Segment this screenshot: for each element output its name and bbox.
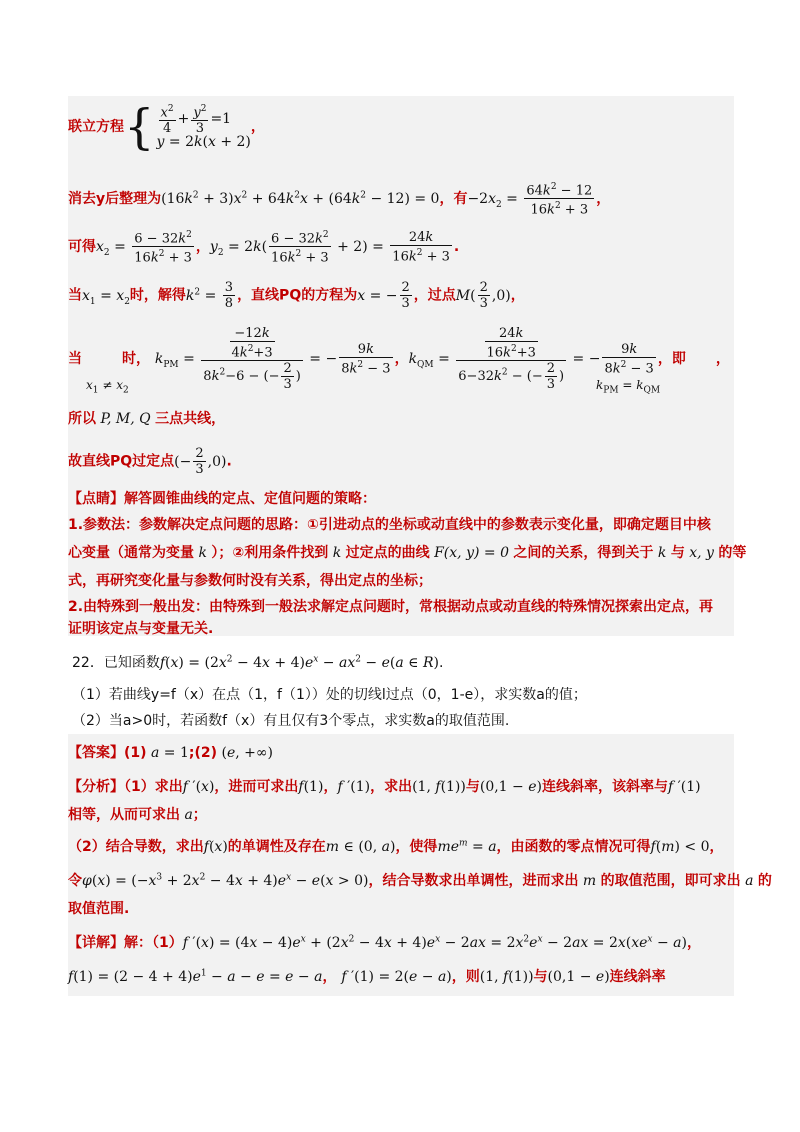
detail-line1: 【详解】解：（1）f $'(x) = (4x - 4)e^x + (2x^2 - 4x + 4)e^x - 2ax = 2x^2e^x - 2ax = 2x(xe^x - a)$， — [68, 934, 701, 951]
analysis-line1: 【分析】（1）求出f ′(x)，进而可求出f(1)，f ′(1)，求出(1, f(1))与(0,1 − e)连线斜率，该斜率与f ′(1) — [68, 779, 701, 795]
comment-l2: 心变量（通常为变量 k ）；②利用条件找到 k 过定点的曲线 F(x, y) = 0 之间的关系，得到关于 k 与 x, y 的等 — [68, 545, 747, 561]
kpm-eq-kqm: $k_{PM} = k_{QM}$ — [596, 378, 661, 396]
analysis-line5: 取值范围. — [68, 901, 130, 917]
comment-l5: 证明该定点与变量无关. — [68, 621, 214, 637]
analysis-line3: （2）结合导数，求出f(x)的单调性及存在m ∈ (0, a)，使得$me^m = a$，由函数的零点情况可得f(m) < 0， — [68, 838, 724, 855]
problem-22-title: 22．已知函数$f(x) = (2x^2 - 4x + 4)e^x - ax^2 - e(a$ ∈ R). — [72, 654, 444, 671]
answer-block — [68, 734, 772, 996]
collinear-line: 所以 P, M, Q 三点共线， — [68, 411, 226, 427]
system-line: 联立方程{ $\frac{x^2}{4}$ + $\frac{y^2}{3}$ =1 y = 2k(x + 2) ， — [68, 99, 265, 155]
system-label: 联立方程 — [68, 119, 124, 135]
analysis-line2: 相等，从而可求出 a； — [68, 807, 207, 823]
answer-line: 【答案】(1) a = 1;(2) (e, +∞) — [68, 745, 274, 761]
analysis-line4: 令$\varphi(x) = (-x^3 + 2x^2 - 4x + 4)e^x - e(x > 0)$，结合导数求出单调性，进而求出 m 的取值范围，即可求出 a 的 — [68, 872, 772, 889]
problem-22-q1: （1）若曲线y=f（x）在点（1，f（1））处的切线l过点（0，1-e），求实数a的值； — [72, 687, 587, 703]
comment-title: 【点睛】解答圆锥曲线的定点、定值问题的策略： — [68, 491, 376, 507]
solution-block — [68, 96, 747, 637]
detail-line2: $f(1) = (2 - 4 + 4)e^1 - a - e = e - a$， f ′(1) = 2(e − a)，则(1, f(1))与(0,1 − e)连线斜率 — [68, 968, 666, 985]
eliminate-line: 消去y后整理为$(16k^2 + 3)x^2 + 64k^2x + (64k^2 - 12) = 0$，有$-2x_2$ = $\frac{64k^2 - 12}{16k^2 + 3}$ ， — [68, 182, 611, 218]
comment-l3: 式，再研究变化量与参数何时没有关系，得出定点的坐标； — [68, 573, 432, 589]
comment-l1: 1.参数法：参数解决定点问题的思路：①引进动点的坐标或动直线中的参数表示变化量，即确定题目中核 — [68, 517, 711, 533]
when-equal-line: 当$x_1 = x_2$时，解得$k^2$ = $\frac{3}{8}$ ，直线PQ的方程为x = − $\frac{2}{3}$ ，过点M( $\frac{2}{3}$ ,0)， — [68, 280, 525, 311]
problem-22-q2: （2）当a>0时，若函数f（x）有且仅有3个零点，求实数a的取值范围. — [72, 713, 510, 729]
obtain-line: 可得$x_2$ = $\frac{6 - 32k^2}{16k^2 + 3}$ ，$y_2 = 2k$( $\frac{6 - 32k^2}{16k^2 + 3}$ + 2) = $\frac{24k}{16k^2 + 3}$ . — [68, 229, 460, 266]
x1-ne-x2: $x_1 \ne x_2$ — [86, 378, 129, 396]
comment-l4: 2.由特殊到一般出发：由特殊到一般法求解定点问题时，常根据动点或动直线的特殊情况探索出定点，再 — [68, 599, 714, 615]
slope-line: 当 时， $k_{PM}$ = $\frac{-12k}{4k^2+3}$ $8k^2-6$ − (− $\frac{2}{3}$ ) = − $\frac{9k}{8k^2 - 3}$ ，$k_{QM}$ = $\frac{24k}{16k^2+3}$ $6-32k^2$ − (− $\frac{2}{3}$ ) = − $\frac{9k}{8k^2 - 3}$ ，即 ， — [68, 326, 730, 393]
conclusion-line: 故直线PQ过定点(− $\frac{2}{3}$ ,0). — [68, 446, 232, 477]
